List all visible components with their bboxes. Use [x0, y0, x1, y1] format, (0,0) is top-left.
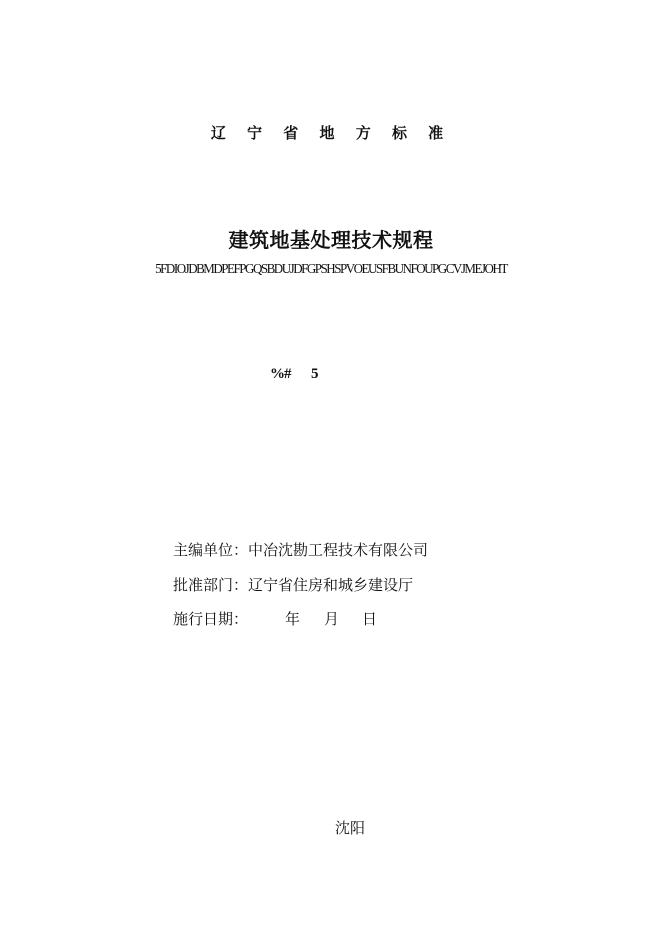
date-year: 年 — [285, 610, 301, 628]
date-day: 日 — [362, 610, 378, 628]
standard-code-value: 5 — [311, 366, 319, 382]
approver-label: 批准部门： — [173, 576, 249, 594]
publication-city: 沈阳 — [335, 819, 366, 837]
approver-row — [173, 574, 413, 595]
standard-type-heading: 辽 宁 省 地 方 标 准 — [210, 124, 452, 142]
editor-label: 主编单位： — [173, 541, 249, 559]
editor-value: 中冶沈勘工程技术有限公司 — [248, 541, 429, 559]
approver-value: 辽宁省住房和城乡建设厅 — [248, 576, 414, 594]
effective-date-label: 施行日期： — [173, 610, 249, 628]
english-title: 5FDIOJDBMDPEFPGQSBDUJDFGPSHSPVOEUSFBUNFOUPGCVJMEJOHT — [155, 262, 507, 277]
date-month: 月 — [324, 610, 340, 628]
document-title: 建筑地基处理技术规程 — [228, 228, 434, 252]
editor-row — [173, 539, 428, 560]
standard-code-label: %# — [270, 366, 291, 382]
